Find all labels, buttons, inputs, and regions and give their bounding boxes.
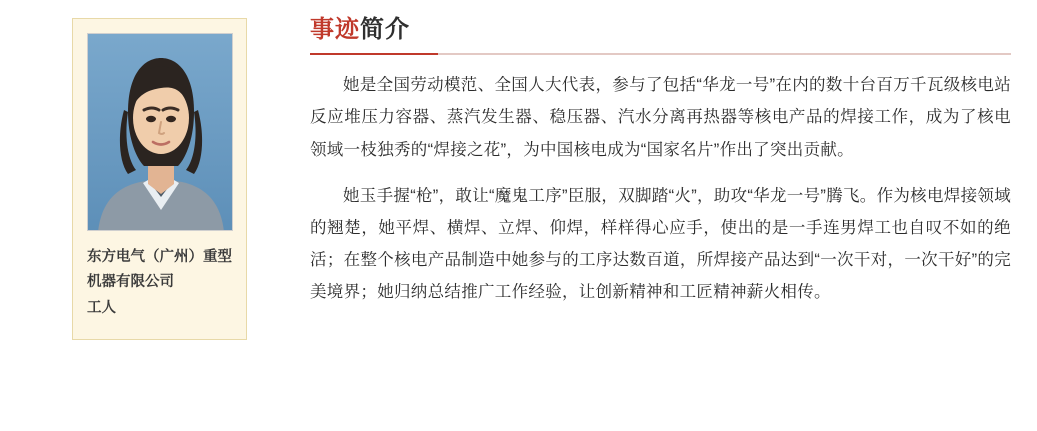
profile-meta <box>87 245 232 321</box>
profile-organization: 东方电气（广州）重型机器有限公司 <box>87 249 232 291</box>
section-header <box>310 14 1011 55</box>
portrait-photo <box>87 33 233 231</box>
title-underline <box>310 53 1011 55</box>
page-title <box>310 14 1011 45</box>
body-paragraph: 她是全国劳动模范、全国人大代表，参与了包括“华龙一号”在内的数十台百万千瓦级核电站反应堆压力容器、蒸汽发生器、稳压器、汽水分离再热器等核电产品的焊接工作，成为了核电领域一枝独秀的“焊接之花”，为中国核电成为“国家名片”作出了突出贡献。 <box>310 76 1011 159</box>
section-title-accent: 事迹 <box>310 16 360 43</box>
section-title-rest: 简介 <box>360 16 410 43</box>
profile-card <box>72 18 247 340</box>
profile-role: 工人 <box>87 299 116 316</box>
content-column <box>300 0 1037 431</box>
body-paragraph: 她玉手握“枪”，敢让“魔鬼工序”臣服，双脚踏“火”，助攻“华龙一号”腾飞。作为核电焊接领域的翘楚，她平焊、横焊、立焊、仰焊，样样得心应手，使出的是一手连男焊工也自叹不如的绝活；在整个核电产品制造中她参与的工序达数百道，所焊接产品达到“一次干对，一次干好”的完美境界；她归纳总结推广工作经验，让创新精神和工匠精神薪火相传。 <box>310 186 1011 302</box>
profile-column <box>0 0 300 431</box>
